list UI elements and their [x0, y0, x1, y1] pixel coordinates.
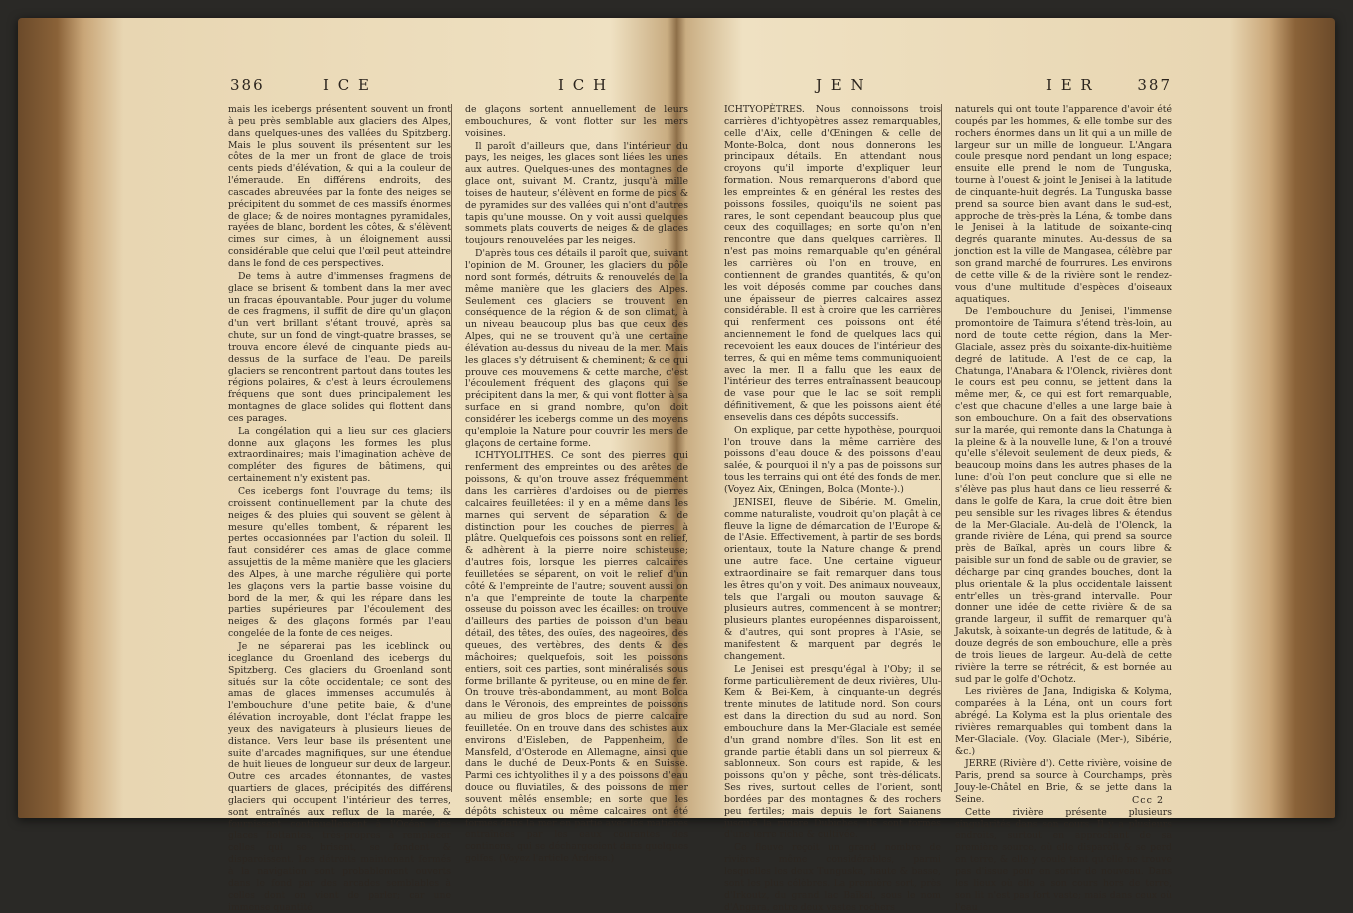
right-column-2 [955, 104, 1172, 913]
open-book [18, 18, 1335, 913]
paragraph: De l'embouchure du Jenisei, l'immense promontoire de Taimura s'étend très-loin, au nord de toute cette région, dans la Mer-Glaciale, assez près du soixante-dix-huitième degré de latitude. A l'est de ce cap, la Chatunga, l'Anabara & l'Olenck, rivières dont le cours est peu connu, se jettent dans la même mer, &, ce qui est fort remarquable, c'est que chacune d'elles a une large baie à son embouchure. On a fait des observations sur la marée, qui remonte dans la Chatunga à la pleine & à la nouvelle lune, & l'on a trouvé qu'elle s'élevoit seulement de deux pieds, & beaucoup moins dans les autres phases de la lune: d'où l'on peut conclure que si elle ne s'élève pas plus haut dans ce lieu resserré & dans le golfe de Kara, la crue doit être bien peu sensible sur les rivages libres & étendus de la Mer-Glaciale. Au-delà de l'Olenck, la grande rivière de Léna, qui prend sa source près de Baïkal, après un cours libre & paisible sur un fond de sable ou de gravier, se décharge par cinq grandes bouches, dont la plus orientale & la plus occidentale laissent entr'elles un très-grand intervalle. Pour donner une idée de cette rivière & de sa grande largeur, il suffit de remarquer qu'à Jakutsk, à soixante-un degrés de latitude, & à douze degrés de son embouchure, elle a près de trois lieues de largeur. Au-delà de cette rivière la terre se rétrécit, & est bornée au sud par le golfe d'Ochotz. [955, 306, 1172, 685]
left-page-header [228, 76, 688, 98]
left-page [228, 62, 689, 913]
paragraph: de glaçons sortent annuellement de leurs embouchures, & vont flotter sur les mers voisines. [465, 104, 688, 139]
paragraph: JENISEI, fleuve de Sibérie. M. Gmelin, comme naturaliste, voudroit qu'on plaçât à ce fleuve la ligne de démarcation de l'Europe & de l'Asie. Effectivement, à partir de ses bords orientaux, toute la Nature change & prend une autre face. Une certaine vigueur extraordinaire se fait remarquer dans tous les êtres qu'on y voit. Des animaux nouveaux, tels que l'argali ou mouton sauvage & plusieurs autres, commencent à se montrer; plusieurs plantes européennes disparoissent, & d'autres, qui sont propres à l'Asie, se manifestent & marquent par degrés le changement. [724, 496, 941, 662]
paragraph: JERRE (Rivière d'). Cette rivière, voisine de Paris, prend sa source à Courchamps, près Jouy-le-Châtel en Brie, & se jette dans la Seine. [955, 758, 1172, 805]
paragraph: La congélation qui a lieu sur ces glaciers donne aux glaçons les formes les plus extraordinaires; mais l'imagination achève de compléter des figures de bâtimens, qui certainement n'y existent pas. [228, 425, 451, 485]
right-page [724, 62, 1172, 913]
left-page-columns [228, 104, 689, 913]
paragraph: Le Jenisei est presqu'égal à l'Oby; il se forme particulièrement de deux rivières, Ulu-Kem & Bei-Kem, à cinquante-un degrés trente minutes de latitude nord. Son cours est dans la direction du sud au nord. Son embouchure dans la Mer-Glaciale est semée d'un grand nombre d'îles. Son lit est en grande partie établi dans un sol pierreux & sablonneux. Son cours est rapide, & les poissons qu'on y pêche, sont très-délicats. Ses rives, surtout celles de l'orient, sont bordées par des montagnes & des rochers peu fertiles; mais depuis le fort Saianens jusqu'à la rivière Dubiches, ils sont formés d'une terre riche & cultivée. [724, 663, 941, 841]
left-running-head-2: I C H [558, 76, 609, 94]
left-column-2 [465, 104, 689, 865]
paragraph: Ces icebergs font l'ouvrage du tems; ils croissent continuellement par la chute des neiges & des pluies qui souvent se gèlent à mesure qu'elles tombent, & réparent les pertes occasionnées par l'action du soleil. Il faut considérer ces amas de glace comme assujettis de la même manière que les glaciers des Alpes, à une marche régulière qui porte les glaçons vers la partie basse voisine du bord de la mer, & qui les répare dans les parties supérieures par l'écoulement des neiges & des glaçons formés par l'eau congelée de la fonte de ces neiges. [228, 486, 451, 640]
paragraph: De tems à autre d'immenses fragmens de glace se brisent & tombent dans la mer avec un fracas épouvantable. Pour juger du volume de ces fragmens, il suffit de dire qu'un glaçon d'un vert brillant s'étant trouvé, après sa chute, sur un fond de vingt-quatre brasses, se trouva encore élevé de cinquante pieds au-dessus de la surface de l'eau. De pareils glaciers se rencontrent partout dans toutes les régions polaires, & c'est à leurs écroulemens fréquens que sont dues principalement les montagnes de glace solides qui flottent dans ces parages. [228, 270, 451, 424]
paragraph: D'après tous ces détails il paroît que, suivant l'opinion de M. Grouner, les glaciers du pôle nord sont formés, détruits & renouvelés de la même manière que les glaciers des Alpes. Seulement ces glaciers se trouvent en conséquence de la région & de son climat, à un niveau beaucoup plus bas que ceux des Alpes, qui ne se trouvent qu'à une certaine élévation au-dessus du niveau de la mer. Mais les glaces s'y détruisent & cheminent; & ce qui prouve ces mouvemens & cette marche, c'est l'écoulement fréquent des glaçons qui se précipitent dans la mer, & qui vont flotter à sa surface en si grand nombre, qu'on doit considérer les icebergs comme un des moyens qu'emploie la Nature pour couvrir les mers de glaçons de certaine forme. [465, 248, 689, 449]
paragraph: Cette rivière présente plusieurs singularités dans son cours. Il y a plusieurs endroits, surtout en approchant de sa première source, où elle disparoît & se perd en terre, & elle y coule tant qu'elle ne trouve pas d'issue pour en sortir de nouveau. Dans les lieux où elle a son cours hors de terre, son lit n'est pas fort vaste; mais dans ceux où l'eau [955, 806, 1172, 913]
paragraph: naturels qui ont toute l'apparence d'avoir été coupés par les hommes, & elle tombe sur des rochers énormes dans un lit qui a un mille de largeur sur un mille de longueur. L'Angara coule presque nord pendant un long espace; ensuite elle prend le nom de Tunguska, tourne à l'ouest & joint le Jenisei à la latitude de cinquante-huit degrés. La Tunguska basse prend sa source bien avant dans le sud-est, approche de très-près la Léna, & tombe dans le Jenisei à la latitude de soixante-cinq degrés quarante minutes. Au-dessus de sa jonction est la ville de Mangasea, célèbre par son grand marché de fourrures. Les environs de cette ville & de la rivière sont le rendez-vous d'une multitude d'espèces d'oiseaux aquatiques. [955, 104, 1172, 305]
right-page-number: 387 [1137, 76, 1172, 94]
signature-mark: Ccc 2 [1132, 795, 1164, 806]
paragraph: Les rivières de Jana, Indigiska & Kolyma, comparées à la Léna, ont un cours fort abrégé. La Kolyma est la plus orientale des rivières remarquables qui tombent dans la Mer-Glaciale. (Voy. Glaciale (Mer-), Sibérie, &c.) [955, 686, 1172, 757]
paragraph: ICHTYOPÈTRES. Nous connoissons trois carrières d'ichtyopètres assez remarquables, celle d'Aix, celle d'Œningen & celle de Monte-Bolca, dont nous donnerons les principaux détails. En attendant nous croyons qu'il importe d'expliquer leur formation. Nous remarquerons d'abord que les empreintes & en général les restes des poissons fossiles, quoiqu'ils ne soient pas rares, le sont cependant beaucoup plus que ceux des coquillages; en sorte qu'on n'en rencontre que dans quelques carrières. Il n'est pas moins remarquable qu'en général les carrières où l'on en trouve, en contiennent de grandes quantités, & qu'on les voit déposés comme par couches dans une épaisseur de pierres calcaires assez considérable. Il est à croire que les carrières qui renferment ces poissons ont été anciennement le fond de quelques lacs qui recevoient les eaux douces de l'intérieur des terres, & qui en même tems communiquoient avec la mer. Il a fallu que les eaux de l'intérieur des terres entraînassent beaucoup de vase pour que le lac se soit rempli définitivement, & que les poissons aient été ensevelis dans ces dépôts successifs. [724, 104, 941, 423]
right-page-columns [724, 104, 1172, 913]
paragraph: Il paroît d'ailleurs que, dans l'intérieur du pays, les neiges, les glaces sont liées les unes aux autres. Quelques-unes des montagnes de glace ont, suivant M. Crantz, jusqu'à mille toises de hauteur, s'élèvent en forme de pics & de pyramides sur des vallées qui n'ont d'autres tapis qu'une mousse. On y voit aussi quelques sommets plats couverts de neiges & de glaces toujours renouvelées par les neiges. [465, 140, 688, 247]
right-column-1 [724, 104, 941, 913]
right-running-head-2: I E R [1046, 76, 1094, 94]
paragraph: ICHTYOLITHES. Ce sont des pierres qui renferment des empreintes ou des arêtes de poissons, & qu'on trouve assez fréquemment dans les carrières d'ardoises ou de pierres calcaires feuilletées: il y en a même dans les marnes qui servent de séparation & de distinction pour les couches de pierres à plâtre. Quelquefois ces poissons sont en relief, & adhèrent à la pierre noire schisteuse; d'autres fois, lorsque les pierres calcaires feuilletées se séparent, on voit le relief d'un côté & l'empreinte de l'autre; souvent aussi on n'a que l'empreinte de toute la charpente osseuse du poisson avec les écailles: on trouve d'ailleurs des parties de poisson d'un beau détail, des têtes, des ouïes, des nageoires, des queues, des vertèbres, des dents & des mâchoires; quelquefois, soit les poissons entiers, soit ces parties, sont minéralisés sous forme brillante & pyriteuse, ou en mine de fer. On trouve très-abondamment, au mont Bolca dans le Véronois, des empreintes de poissons au milieu de gros blocs de pierre calcaire feuilletée. On en trouve dans des schistes aux environs d'Eisleben, de Pappenheim, de Mansfeld, d'Osterode en Allemagne, ainsi que dans le duché de Deux-Ponts & en Suisse. Parmi ces ichtyolithes il y a des poissons d'eau douce ou fluviatiles, & des poissons de mer souvent mêlés ensemble; en sorte que les dépôts schisteux ou même calcaires ont été formés dans la mer en partie avec les matières entraînées par les eaux courantes des continens, qui se déchargeoient dans quelques golfes. (Voyez l'article Ardoise.) [465, 450, 688, 865]
paragraph: Ce fleuve reçoit un grand nombre de rivières même considérables, parmi lesquelles les deux Tunguska, haute & basse, sont les plus célèbres. La première sort, près d'Irkoutz, du grand lac Baïkal, sous le nom d'Angara, entre deux vastes rochers [724, 842, 941, 913]
left-page-number: 386 [230, 76, 265, 94]
left-column-1 [228, 104, 451, 913]
paragraph: Je ne séparerai pas les iceblinck ou iceglance du Groenland des icebergs du Spitzberg. Ces glaciers du Groenland sont situés sur la côte occidentale; ce sont des amas de glaces immenses accumulés à l'embouchure d'une petite baie, & d'une élévation incroyable, dont l'éclat frappe les yeux des navigateurs à plusieurs lieues de distance. Vers leur base ils présentent une suite d'arcades magnifiques, sur une étendue de huit lieues de longueur sur deux de largeur. Outre ces arcades étonnantes, de vastes quartiers de glaces, précipités des différens glaciers qui occupent l'intérieur des terres, sont entraînés aux reflux de la marée, & fournissent continuellement à l'Océan des glaces flottantes, très-propres à remplacer celles qui se brisent, se fondent & disparoissent. Les détroits maintenant fermés à la navigation sont probablement ouverts dans le fond par des arcades semblables à celles dont on vient de parler; car une immense quantité [228, 640, 451, 913]
left-running-head-1: I C E [323, 76, 371, 94]
paragraph: On explique, par cette hypothèse, pourquoi l'on trouve dans la même carrière des poissons d'eau douce & des poissons d'eau salée, & pourquoi il n'y a pas de poissons sur tous les terrains qui ont été des fonds de mer. (Voyez Aix, Œningen, Bolca (Monte-).) [724, 424, 941, 495]
right-running-head-1: J E N [816, 76, 866, 94]
paragraph: mais les icebergs présentent souvent un front à peu près semblable aux glaciers des Alpes, dans quelques-unes des vallées du Spitzberg. Mais le plus souvent ils présentent sur les côtes de la mer un front de glace de trois cents pieds d'élévation, & qui a la couleur de l'émeraude. En différens endroits, des cascades abreuvées par la fonte des neiges se précipitent du sommet de ces massifs énormes de glace; & de noires montagnes pyramidales, rayées de blanc, bordent les côtes, & s'élèvent cimes sur cimes, à un éloignement aussi considérable que celui que l'œil peut atteindre dans le fond de ces perspectives. [228, 104, 451, 269]
right-page-header [724, 76, 1172, 98]
